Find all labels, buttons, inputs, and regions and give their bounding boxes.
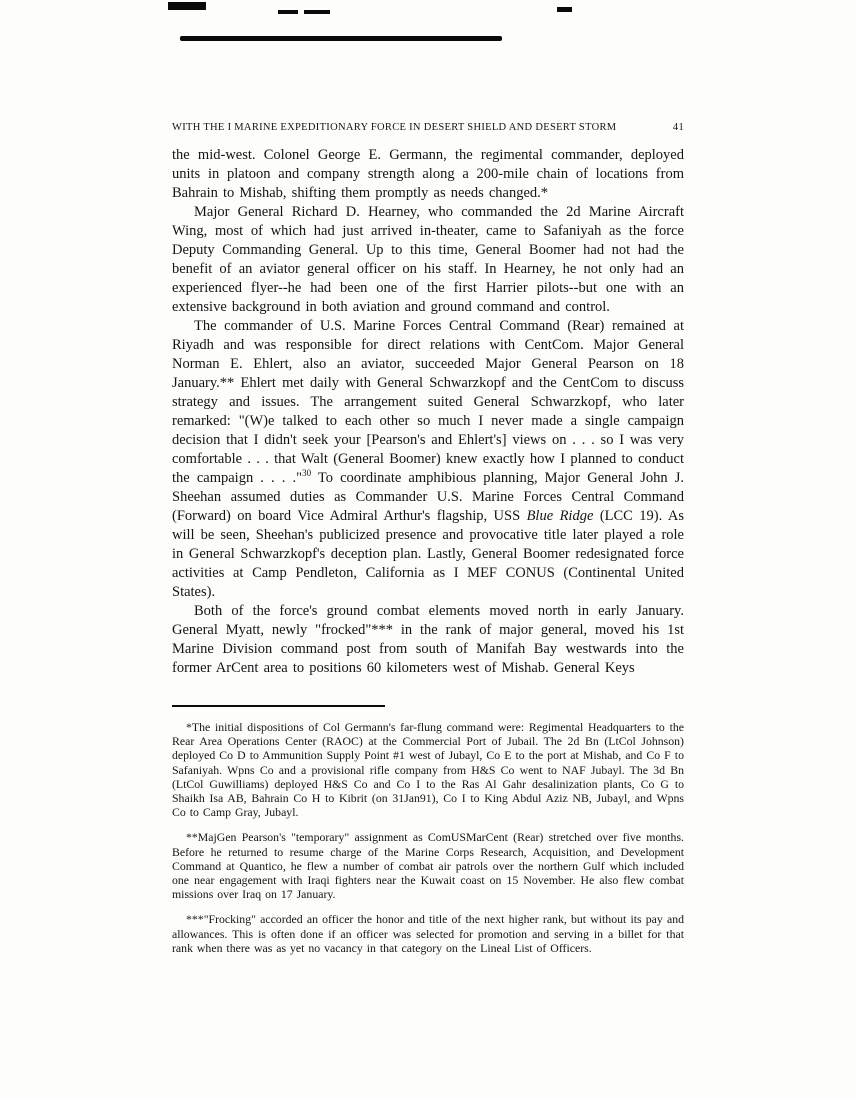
footnote-3: ***"Frocking" accorded an officer the honor and title of the next higher rank, but without its pay and allowances. This is often done if an officer was selected for promotion and serving in a billet for that rank when there was as yet no vacancy in that category on the Lineal List of Officers. — [172, 912, 684, 955]
page-content — [172, 122, 684, 966]
scan-artifact-dash — [278, 10, 298, 14]
paragraph-3-text-c: (LCC 19). As will be seen, Sheehan's publicized presence and provocative title later played a role in General Schwarzkopf's deception plan. Lastly, General Boomer redesignated force activities at Camp Pendleton, California as I MEF CONUS (Continental United States). — [172, 508, 684, 600]
scan-artifact-mark — [557, 7, 572, 12]
footnote-separator — [172, 705, 385, 707]
footnote-1: *The initial dispositions of Col Germann's far-flung command were: Regimental Headquarters to the Rear Area Operations Center (RAOC) at the Commercial Port of Jubail. The 2d Bn (LtCol Johnson) deployed Co D to Ammunition Supply Point #1 west of Jubayl, Co E to the port at Mishab, and Co F to Safaniyah. Wpns Co and a provisional rifle company from H&S Co went to NAF Jubayl. The 3d Bn (LtCol Guwilliams) deployed H&S Co and Co I to the Ras Al Gahr desalinization plants, Co G to Shaikh Isa AB, Bahrain Co H to Kibrit (on 31Jan91), Co I to King Abdul Aziz NB, Jubayl, and Wpns Co to Camp Gray, Jubayl. — [172, 720, 684, 820]
scan-artifact-topleft — [168, 2, 206, 10]
paragraph-2: Major General Richard D. Hearney, who commanded the 2d Marine Aircraft Wing, most of which had just arrived in-theater, came to Safaniyah as the force Deputy Commanding General. Up to this time, General Boomer had not had the benefit of an aviator general officer on his staff. In Hearney, he not only had an experienced flyer--he had been one of the first Harrier pilots--but one with an extensive background in both aviation and ground command and control. — [172, 204, 684, 315]
page-number: 41 — [672, 122, 684, 133]
scan-artifact-dash — [304, 10, 330, 14]
paragraph-3-text-b: To coordinate amphibious planning, Major General John J. Sheehan assumed duties as Commander U.S. Marine Forces Central Command (Forward) on board Vice Admiral Arthur's flagship, USS — [172, 470, 684, 524]
scan-artifact-bar — [180, 36, 502, 41]
footnote-2: **MajGen Pearson's "temporary" assignment as ComUSMarCent (Rear) stretched over five months. Before he returned to resume charge of the Marine Corps Research, Acquisition, and Development Command at Quantico, he flew a number of combat air patrols over the northern Gulf which included one near engagement with Iraqi fighters near the Kuwait coast on 15 November. He also flew combat missions over Iraq on 17 January. — [172, 830, 684, 902]
paragraph-3 — [172, 317, 684, 602]
running-title: WITH THE I MARINE EXPEDITIONARY FORCE IN DESERT SHIELD AND DESERT STORM — [172, 122, 617, 133]
paragraph-3-text-a: The commander of U.S. Marine Forces Central Command (Rear) remained at Riyadh and was responsible for direct relations with CentCom. Major General Norman E. Ehlert, also an aviator, succeeded Major General Pearson on 18 January.** Ehlert met daily with General Schwarzkopf and the CentCom to discuss strategy and issues. The arrangement suited General Schwarzkopf, who later remarked: "(W)e talked to each other so much I never made a single campaign decision that I didn't seek your [Pearson's and Ehlert's] views on . . . so I was very comfortable . . . that Walt (General Boomer) knew exactly how I planned to conduct the campaign . . . ." — [172, 318, 684, 486]
paragraph-4: Both of the force's ground combat elements moved north in early January. General Myatt, newly "frocked"*** in the rank of major general, moved his 1st Marine Division command post from south of Manifah Bay westwards into the former ArCent area to positions 60 kilometers west of Mishab. General Keys — [172, 603, 684, 676]
page-header — [172, 122, 684, 133]
ship-name-italic: Blue Ridge — [526, 508, 594, 524]
paragraph-1: the mid-west. Colonel George E. Germann, the regimental commander, deployed units in platoon and company strength along a 200-mile chain of locations from Bahrain to Mishab, shifting them promptly as needs changed.* — [172, 147, 684, 201]
endnote-ref-30: 30 — [302, 468, 312, 479]
